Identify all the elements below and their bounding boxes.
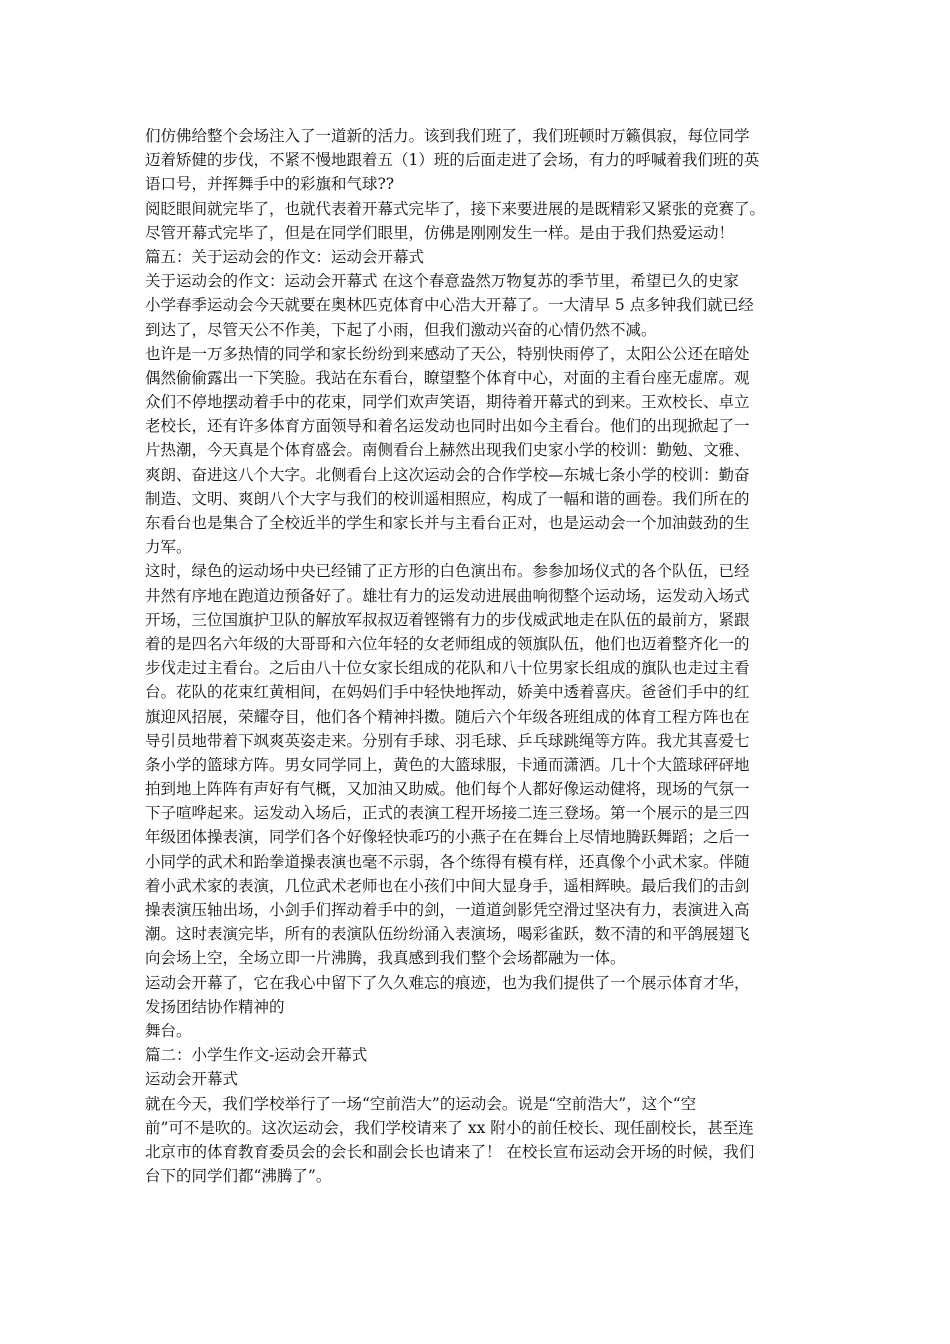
text-line: 就在今天，我们学校举行了一场“空前浩大”的运动会。说是“空前浩大”，这个“空 bbox=[145, 1094, 697, 1113]
text-line: 步伐走过主看台。之后由八十位女家长组成的花队和八十位男家长组成的旗队也走过主看 bbox=[145, 659, 750, 678]
text-line: 北京市的体育教育委员会的会长和副会长也请来了！ 在校长宣布运动会开场的时候，我们 bbox=[145, 1142, 755, 1161]
text-line: 篇二：小学生作文-运动会开幕式 bbox=[145, 1046, 368, 1065]
text-line: 制造、文明、爽朗八个大字与我们的校训遥相照应，构成了一幅和谐的画卷。我们所在的 bbox=[145, 489, 750, 508]
text-line: 旗迎风招展，荣耀夺目，他们各个精神抖擞。随后六个年级各班组成的体育工程方阵也在 bbox=[145, 707, 750, 726]
text-line: 条小学的篮球方阵。男女同学同上，黄色的大篮球服，卡通而潇洒。几十个大篮球砰砰地 bbox=[145, 755, 750, 774]
text-line: 篇五：关于运动会的作文：运动会开幕式 bbox=[145, 247, 425, 266]
text-line: 年级团体操表演，同学们各个好像轻快乖巧的小燕子在在舞台上尽情地腾跃舞蹈；之后一 bbox=[145, 828, 750, 847]
text-line: 潮。这时表演完毕，所有的表演队伍纷纷涌入表演场，喝彩雀跃，数不清的和平鸽展翅飞 bbox=[145, 925, 750, 944]
text-line: 老校长，还有许多体育方面领导和着名运发动也同时出如今主看台。他们的出现掀起了一 bbox=[145, 417, 750, 436]
text-line: 到达了，尽管天公不作美，下起了小雨，但我们激动兴奋的心情仍然不减。 bbox=[145, 320, 657, 339]
document-body bbox=[145, 124, 813, 1188]
text-line: 操表演压轴出场，小剑手们挥动着手中的剑，一道道剑影凭空滑过坚决有力，表演进入高 bbox=[145, 901, 750, 919]
text-line: 偶然偷偷露出一下笑脸。我站在东看台，瞭望整个体育中心，对面的主看台座无虚席。观 bbox=[145, 368, 750, 387]
text-line: 东看台也是集合了全校近半的学生和家长并与主看台正对，也是运动会一个加油鼓劲的生 bbox=[145, 514, 750, 532]
text-line: 开场，三位国旗护卫队的解放军叔叔迈着铿锵有力的步伐威武地走在队伍的最前方，紧跟 bbox=[145, 610, 750, 629]
text-line: 们仿佛给整个会场注入了一道新的活力。该到我们班了，我们班顿时万籁俱寂，每位同学 bbox=[145, 127, 750, 145]
text-line: 拍到地上阵阵有声好有气概，又加油又助威。他们每个人都好像运动健将，现场的气氛一 bbox=[145, 780, 750, 799]
text-line: 运动会开幕式 bbox=[145, 1070, 239, 1089]
text-line: 运动会开幕了，它在我心中留下了久久难忘的痕迹，也为我们提供了一个展示体育才华， bbox=[145, 973, 750, 992]
text-line: 众们不停地摆动着手中的花束，同学们欢声笑语，期待着开幕式的到来。王欢校长、卓立 bbox=[145, 393, 750, 412]
text-line: 着的是四名六年级的大哥哥和六位年轻的女老师组成的领旗队伍，他们也迈着整齐化一的 bbox=[145, 634, 750, 653]
text-line: 力军。 bbox=[145, 538, 192, 557]
text-line: 迈着矫健的步伐，不紧不慢地跟着五（1）班的后面走进了会场，有力的呼喊着我们班的英 bbox=[145, 151, 760, 170]
text-line: 关于运动会的作文：运动会开幕式 在这个春意盎然万物复苏的季节里，希望已久的史家 bbox=[145, 272, 739, 291]
text-line: 前”可不是吹的。这次运动会，我们学校请来了 xx 附小的前任校长、现任副校长，甚至连 bbox=[145, 1118, 754, 1137]
text-line: 尽管开幕式完毕了，但是在同学们眼里，仿佛是刚刚发生一样。是由于我们热爱运动！ bbox=[145, 223, 735, 242]
text-line: 发扬团结协作精神的 bbox=[145, 997, 285, 1016]
text-line: 台。花队的花束红黄相间，在妈妈们手中轻快地挥动，娇美中透着喜庆。爸爸们手中的红 bbox=[145, 683, 750, 702]
text-line: 着小武术家的表演，几位武术老师也在小孩们中间大显身手，遥相辉映。最后我们的击剑 bbox=[145, 876, 750, 895]
text-line: 片热潮，今天真是个体育盛会。南侧看台上赫然出现我们史家小学的校训：勤勉、文雅、 bbox=[145, 441, 750, 460]
text-line: 舞台。 bbox=[145, 1021, 192, 1040]
text-line: 向会场上空，全场立即一片沸腾，我真感到我们整个会场都融为一体。 bbox=[145, 949, 626, 968]
text-line: 也许是一万多热情的同学和家长纷纷到来感动了天公，特别快雨停了，太阳公公还在暗处 bbox=[145, 344, 750, 363]
text-line: 阅眨眼间就完毕了，也就代表着开幕式完毕了，接下来要进展的是既精彩又紧张的竞赛了。 bbox=[145, 199, 766, 218]
text-line: 台下的同学们都“沸腾了”。 bbox=[145, 1167, 332, 1186]
text-line: 导引员地带着下飒爽英姿走来。分别有手球、羽毛球、乒乓球跳绳等方阵。我尤其喜爱七 bbox=[145, 731, 750, 750]
text-line: 下子喧哗起来。运发动入场后，正式的表演工程开场接二连三登场。第一个展示的是三四 bbox=[145, 804, 750, 823]
text-line: 语口号，并挥舞手中的彩旗和气球?? bbox=[145, 175, 395, 194]
text-line: 井然有序地在跑道边预备好了。雄壮有力的运发动进展曲响彻整个运动场，运发动入场式 bbox=[145, 586, 750, 605]
text-line: 小学春季运动会今天就要在奥林匹克体育中心浩大开幕了。一大清早 5 点多钟我们就已经 bbox=[145, 296, 754, 315]
text-line: 小同学的武术和跆拳道操表演也毫不示弱，各个练得有模有样，还真像个小武术家。伴随 bbox=[145, 852, 750, 871]
text-line: 爽朗、奋进这八个大字。北侧看台上这次运动会的合作学校—东城七条小学的校训：勤奋 bbox=[145, 465, 750, 484]
text-line: 这时，绿色的运动场中央已经铺了正方形的白色演出布。参参加场仪式的各个队伍，已经 bbox=[145, 562, 750, 581]
